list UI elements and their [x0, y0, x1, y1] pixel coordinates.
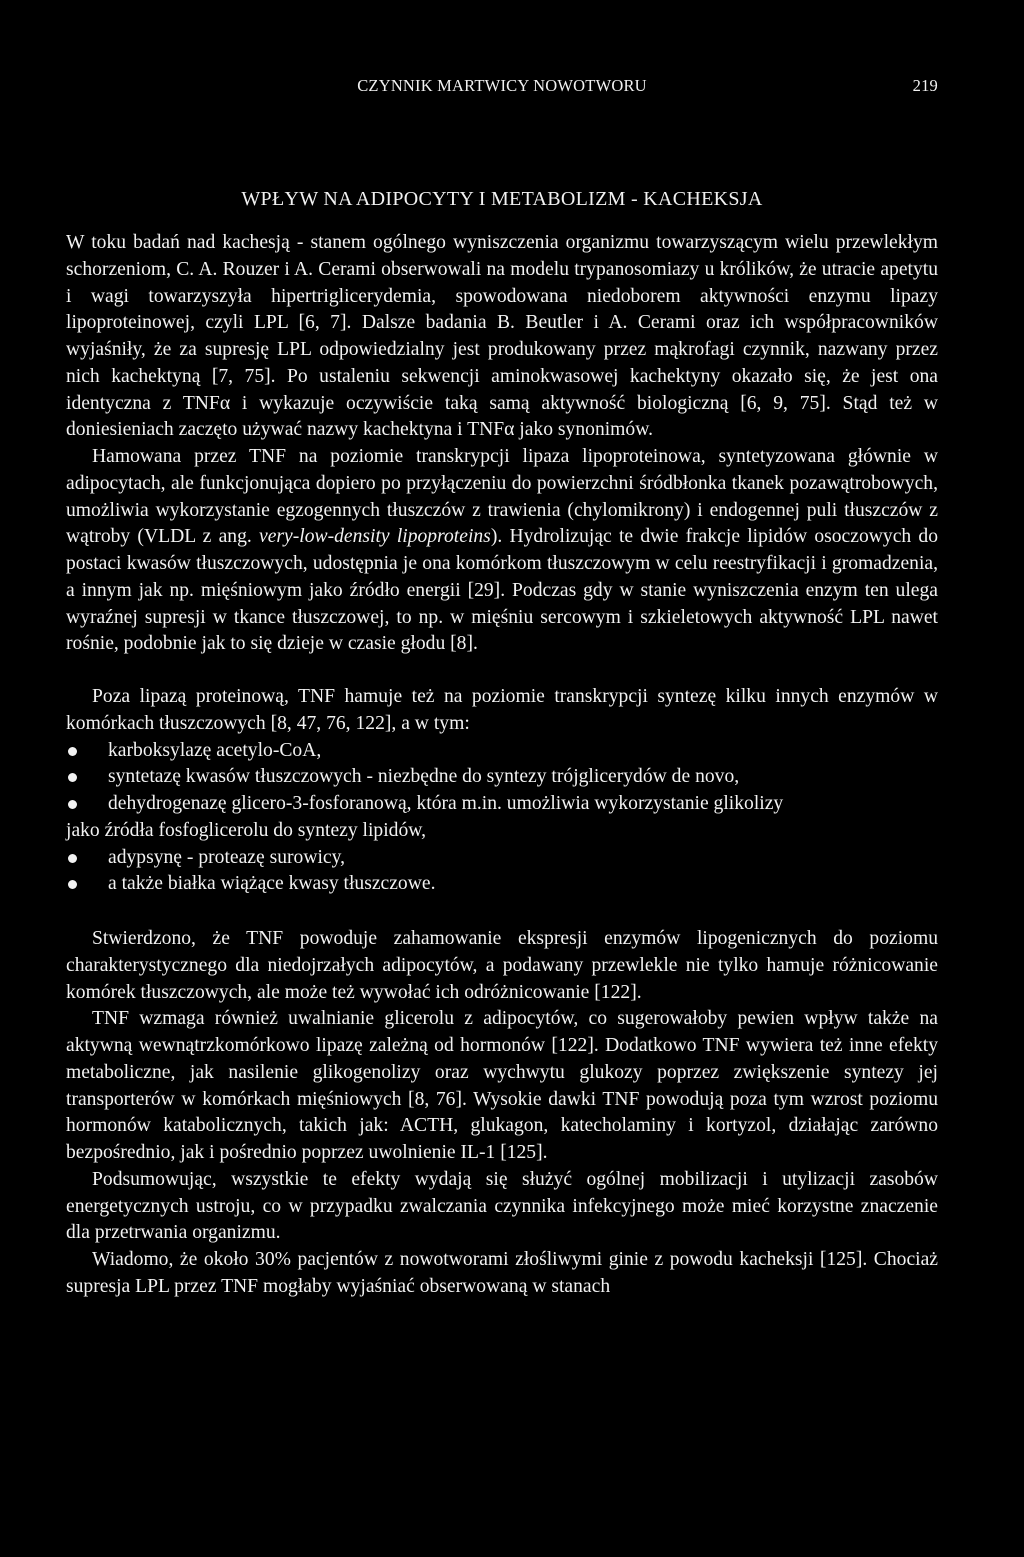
paragraph-lpl-inhibition	[66, 444, 938, 658]
list-item-text: dehydrogenazę glicero-3-fosforanową, która m.in. umożliwia wykorzystanie glikolizy	[108, 793, 784, 814]
enzyme-list	[66, 738, 938, 818]
bullet-dot-icon	[68, 773, 77, 782]
paragraph-lipogenic-expression: Stwierdzono, że TNF powoduje zahamowanie ekspresji enzymów lipogenicznych do poziomu charakterystycznego dla niedojrzałych adipocytów, a podawany przewlekle nie tylko hamuje różnicowanie komórek tłuszczowych, ale może też wywołać ich odróżnicowanie [122].	[66, 928, 938, 1003]
list-item-text: adypsynę - proteazę surowicy,	[108, 846, 346, 868]
list-item-continuation: jako źródła fosfoglicerolu do syntezy lipidów,	[66, 819, 427, 841]
paragraph-summary: Podsumowując, wszystkie te efekty wydają się służyć ogólnej mobilizacji i utylizacji zasobów energetycznych ustroju, co w przypadku zwalczania czynnika infekcyjnego może mieć korzystne znaczenie dla przetrwania organizmu.	[66, 1168, 938, 1244]
list-item-text: a także białka wiążące kwasy tłuszczowe.	[108, 873, 436, 895]
bullet-dot-icon	[68, 854, 77, 863]
running-header	[66, 76, 938, 100]
list-item	[66, 764, 938, 791]
bullet-dot-icon	[68, 880, 77, 889]
paragraph-kachexia-intro: W toku badań nad kachesją - stanem ogólnego wyniszczenia organizmu towarzyszącym wielu przewlekłym schorzeniom, C. A. Rouzer i A. Cerami obserwowali na modelu trypanosomiazy u królików, że utracie apetytu i wagi towarzyszyła hipertriglicerydemia, spowodowana niedoborem aktywności enzymu lipazy lipoproteinowej, czyli LPL [6, 7]. Dalsze badania B. Beutler i A. Cerami oraz ich współpracowników wyjaśniły, że za supresję LPL odpowiedzialny jest produkowany przez mąkrofagi czynnik, nazwany przez nich kachektyną [7, 75]. Po ustaleniu sekwencji aminokwasowej kachektyny okazało się, że jest ona identyczna z TNFα i wykazuje oczywiście taką samą aktywność biologiczną [6, 9, 75]. Stąd też w doniesieniach zaczęto używać nazwy kachektyna i TNFα jako synonimów.	[66, 232, 938, 441]
paragraph-glycerol-release: TNF wzmaga również uwalnianie glicerolu z adipocytów, co sugerowałoby pewien wpływ także na aktywną wewnątrzkomórkowo lipazę zależną od hormonów [122]. Dodatkowo TNF wywiera też inne efekty metaboliczne, jak nasilenie glikogenolizy oraz wychwytu glukozy poprzez zwiększenie syntezy jej transporterów w komórkach mięśniowych [8, 76]. Wysokie dawki TNF powodują poza tym wzrost poziomu hormonów katabolicznych, takich jak: ACTH, glukagon, katecholaminy i kortyzol, działając zarówno bezpośrednio, jak i pośrednio poprzez uwolnienie IL-1 [125].	[66, 1008, 938, 1163]
vldl-term-italic: very-low-density lipoproteins	[259, 526, 491, 548]
section-heading: WPŁYW NA ADIPOCYTY I METABOLIZM - KACHEKSJA	[241, 188, 763, 210]
list-item	[66, 871, 938, 898]
list-item-text: syntetazę kwasów tłuszczowych - niezbędne do syntezy trójglicerydów de novo,	[108, 766, 740, 788]
paragraph-lpl-text-2: ). Hydrolizując te dwie frakcje lipidów osoczowych do postaci kwasów tłuszczowych, udostępnia je ona komórkom tłuszczowym w celu reestryfikacji i gromadzenia, a innym jak np. mięśniowym jako źródło energii [29]. Podczas gdy w stanie wyniszczenia enzym ten ulega wyraźnej supresji w tkance tłuszczowej, to np. w mięśniu sercowym i szkieletowych aktywność LPL nawet rośnie, podobnie jak to się dzieje w czasie głodu [8].	[66, 526, 939, 655]
body-text	[66, 230, 938, 1301]
list-item-text: karboksylazę acetylo-CoA,	[108, 739, 322, 761]
page-number: 219	[912, 76, 938, 95]
bullet-dot-icon	[68, 747, 77, 756]
page	[66, 0, 938, 1557]
enzyme-list-continued	[66, 845, 938, 899]
paragraph-lpl-text-1: Hamowana przez TNF na poziomie transkrypcji lipaza lipoproteinowa, syntetyzowana głównie w adipocytach, ale funkcjonująca dopiero po przyłączeniu do powierzchni śródbłonka tkanek pozawątrobowych, umożliwia wykorzystanie egzogennych tłuszczów z trawienia (chylomikrony) i endogennej puli tłuszczów z wątroby (VLDL z ang.	[66, 446, 938, 548]
list-item	[66, 845, 938, 872]
bullet-dot-icon	[68, 800, 77, 809]
paragraph-cachexia-mortality: Wiadomo, że około 30% pacjentów z nowotworami złośliwymi ginie z powodu kacheksji [125]. Chociaż supresja LPL przez TNF mogłaby wyjaśniać obserwowaną w stanach	[66, 1249, 938, 1297]
list-item	[66, 791, 938, 818]
paragraph-other-enzymes: Poza lipazą proteinową, TNF hamuje też na poziomie transkrypcji syntezę kilku innych enzymów w komórkach tłuszczowych [8, 47, 76, 122], a w tym:	[66, 686, 938, 734]
list-item	[66, 738, 938, 765]
running-title: CZYNNIK MARTWICY NOWOTWORU	[357, 76, 647, 95]
